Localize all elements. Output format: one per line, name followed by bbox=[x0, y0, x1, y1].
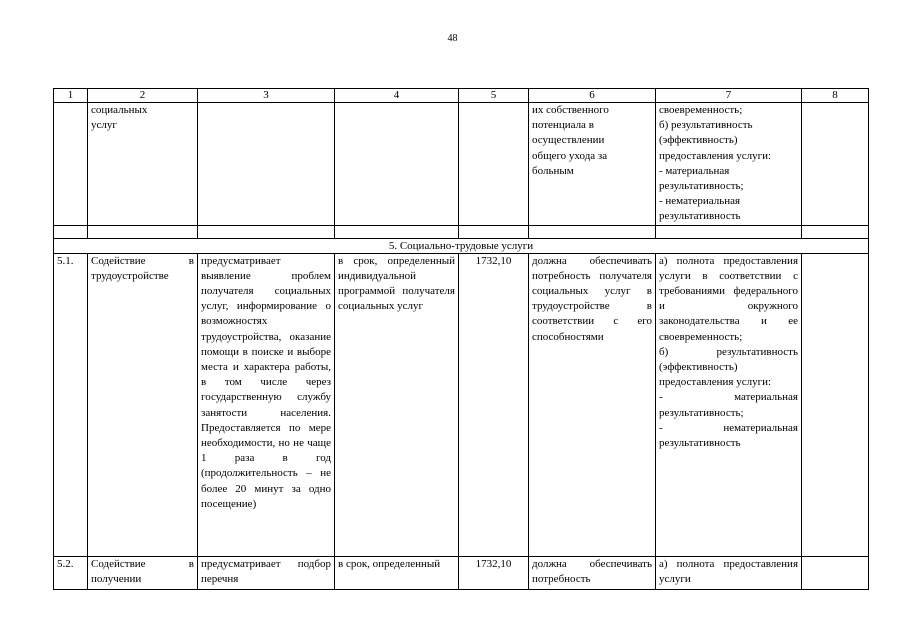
header-cell: 7 bbox=[656, 89, 802, 103]
header-cell: 8 bbox=[802, 89, 869, 103]
cell-service-name: Содействие в получении bbox=[88, 556, 198, 589]
header-cell: 1 bbox=[54, 89, 88, 103]
cell-criteria: а) полнота предоставления услуги в соответствии с требованиями федерального и окружного законодательства и ее своевременность; б) результативность (эффективность) предоставления услуги: - материальная результативность; - нематериальная результативность bbox=[656, 253, 802, 556]
cell-term bbox=[335, 103, 459, 226]
cell-number: 5.2. bbox=[54, 556, 88, 589]
table-row bbox=[54, 253, 869, 556]
header-cell: 4 bbox=[335, 89, 459, 103]
table-row bbox=[54, 556, 869, 589]
continuation-row bbox=[54, 103, 869, 226]
cell-extra bbox=[802, 103, 869, 226]
page-number: 48 bbox=[447, 33, 458, 44]
header-row bbox=[54, 89, 869, 103]
cell-term: в срок, определенный bbox=[335, 556, 459, 589]
header-cell: 2 bbox=[88, 89, 198, 103]
header-cell: 6 bbox=[529, 89, 656, 103]
cell-description: предусматривает подбор перечня bbox=[198, 556, 335, 589]
section-row bbox=[54, 238, 869, 253]
cell-term: в срок, определенный индивидуальной программой получателя социальных услуг bbox=[335, 253, 459, 556]
cell-service-name: Содействие в трудоустройстве bbox=[88, 253, 198, 556]
cell-standard: их собственного потенциала в осуществлении общего ухода за больным bbox=[529, 103, 656, 226]
cell-criteria: а) полнота предоставления услуги bbox=[656, 556, 802, 589]
header-cell: 3 bbox=[198, 89, 335, 103]
spacer-row bbox=[54, 225, 869, 238]
cell-criteria: своевременность; б) результативность (эффективность) предоставления услуги: - материальная результативность; - нематериальная результативность bbox=[656, 103, 802, 226]
cell-service-name: социальных услуг bbox=[88, 103, 198, 226]
section-title: 5. Социально-трудовые услуги bbox=[54, 238, 869, 253]
cell-price bbox=[459, 103, 529, 226]
cell-description bbox=[198, 103, 335, 226]
cell-extra bbox=[802, 253, 869, 556]
services-table bbox=[53, 88, 869, 590]
cell-price: 1732,10 bbox=[459, 556, 529, 589]
cell-standard: должна обеспечивать потребность bbox=[529, 556, 656, 589]
cell-number bbox=[54, 103, 88, 226]
cell-price: 1732,10 bbox=[459, 253, 529, 556]
cell-number: 5.1. bbox=[54, 253, 88, 556]
cell-standard: должна обеспечивать потребность получателя социальных услуг в трудоустройстве в соответствии с его способностями bbox=[529, 253, 656, 556]
header-cell: 5 bbox=[459, 89, 529, 103]
cell-extra bbox=[802, 556, 869, 589]
cell-description: предусматривает выявление проблем получателя социальных услуг, информирование о возможностях трудоустройства, оказание помощи в поиске и выборе места и характера работы, в том числе через государственную службу занятости населения. Предоставляется по мере необходимости, но не чаще 1 раза в год (продолжительность – не более 20 минут за одно посещение) bbox=[198, 253, 335, 556]
